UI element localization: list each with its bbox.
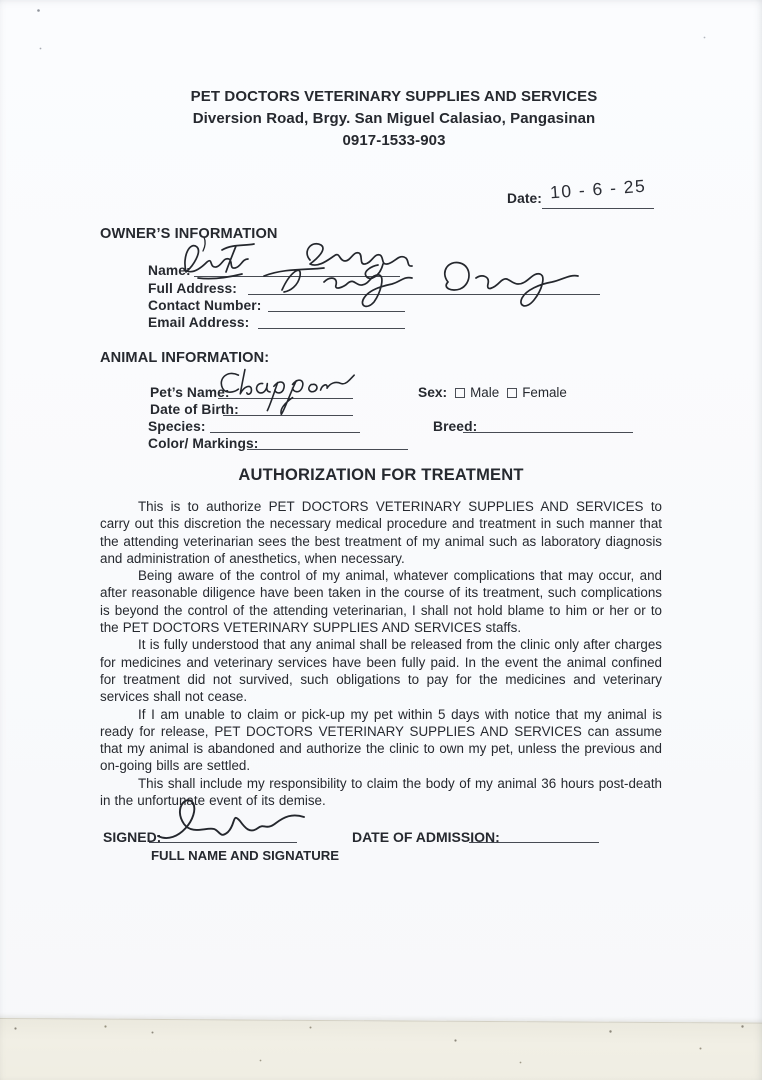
sex-row <box>418 385 567 400</box>
species-line <box>210 432 360 433</box>
clinic-name: PET DOCTORS VETERINARY SUPPLIES AND SERVICES <box>190 88 598 105</box>
contact-number-label: Contact Number: <box>148 298 262 313</box>
female-checkbox <box>507 388 517 398</box>
species-label: Species: <box>148 419 206 434</box>
clinic-header <box>26 86 762 152</box>
full-name-signature-caption: FULL NAME AND SIGNATURE <box>151 848 340 863</box>
email-address-line <box>258 328 405 329</box>
full-address-label: Full Address: <box>148 281 237 296</box>
date-of-admission-line <box>469 842 599 843</box>
signature-scribble <box>146 794 318 846</box>
clinic-phone: 0917-1533-903 <box>342 132 446 149</box>
sex-label: Sex: <box>418 385 448 400</box>
clinic-address: Diversion Road, Brgy. San Miguel Calasiao, Pangasinan <box>192 110 596 127</box>
authorization-paragraph: It is fully understood that any animal shall be released from the clinic only after charges for medicines and veterinary services have been fully paid. In the event the animal confined for treatment did not survived, such obligations to pay for the medicines and veterinary services shall not cease. <box>100 637 662 705</box>
male-checkbox <box>455 388 465 398</box>
date-label: Date: <box>507 191 542 206</box>
female-option-label: Female <box>522 385 567 400</box>
authorization-body <box>100 498 662 809</box>
signed-label: SIGNED: <box>103 829 162 845</box>
date-line <box>542 208 654 209</box>
authorization-paragraph: This is to authorize PET DOCTORS VETERINARY SUPPLIES AND SERVICES to carry out this discretion the necessary medical procedure and treatment in such manner that the attending veterinarian sees the best treatment of my animal such as laboratory diagnosis and administration of anesthetics, when necessary. <box>100 499 662 566</box>
date-of-birth-line <box>223 415 353 416</box>
breed-label: Breed: <box>433 419 478 434</box>
authorization-title: AUTHORIZATION FOR TREATMENT <box>238 466 524 484</box>
authorization-paragraph: If I am unable to claim or pick-up my pet within 5 days with notice that my animal is ready for release, PET DOCTORS VETERINARY SUPPLIES AND SERVICES can assume that my animal is abandoned and authorize the clinic to own my pet, unless the previous and on-going bills are settled. <box>100 706 662 774</box>
email-address-label: Email Address: <box>148 315 250 330</box>
authorization-paragraph: Being aware of the control of my animal, whatever complications that may occur, and after reasonable diligence have been taken in the course of its treatment, such complications is beyond the control of the attending veterinarian, I shall not hold blame to him or her or to the PET DOCTORS VETERINARY SUPPLIES AND SERVICES staffs. <box>100 568 662 636</box>
color-markings-label: Color/ Markings: <box>148 436 259 451</box>
breed-line <box>463 432 633 433</box>
authorization-paragraph: This shall include my responsibility to claim the body of my animal 36 hours post-death in the unfortunate event of its demise. <box>100 775 662 809</box>
date-value-handwritten: 10 - 6 - 25 <box>549 175 647 203</box>
animal-info-heading: ANIMAL INFORMATION: <box>100 350 270 366</box>
owner-info-heading: OWNER’S INFORMATION <box>100 226 278 242</box>
full-address-scribble <box>252 256 627 312</box>
date-of-birth-label: Date of Birth: <box>150 402 239 417</box>
dust-specks <box>0 0 1 1</box>
color-markings-line <box>247 449 408 450</box>
pets-name-label: Pet’s Name: <box>150 385 230 400</box>
male-option-label: Male <box>470 385 500 400</box>
scanner-bed <box>0 1018 762 1080</box>
owner-name-label: Name: <box>148 263 191 278</box>
date-of-admission-label: DATE OF ADMISSION: <box>352 829 500 845</box>
contact-number-line <box>268 311 405 312</box>
